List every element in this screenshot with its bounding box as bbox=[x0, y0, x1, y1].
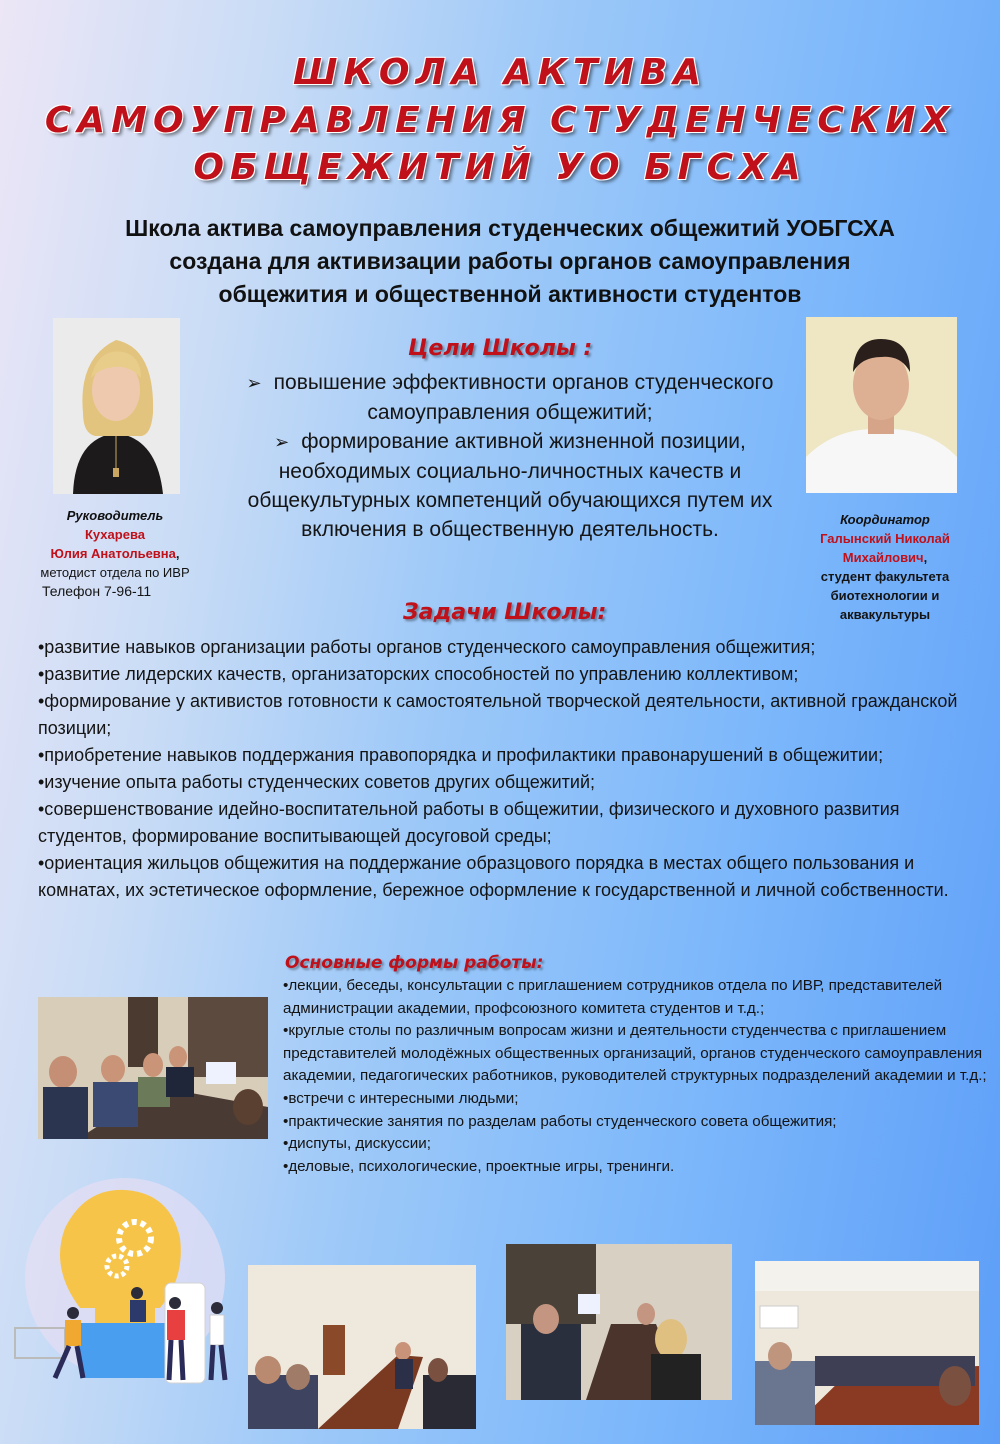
goal-item bbox=[200, 368, 820, 427]
task-item: •изучение опыта работы студенческих советов других общежитий; bbox=[38, 772, 596, 792]
leader-photo bbox=[53, 318, 180, 494]
intro-line: Школа актива самоуправления студенческих общежитий УОБГСХА bbox=[125, 215, 895, 241]
goals-heading: Цели Школы : bbox=[408, 336, 593, 361]
intro-line: общежития и общественной активности студентов bbox=[218, 281, 802, 307]
form-item: •практические занятия по разделам работы студенческого совета общежития; bbox=[283, 1112, 837, 1130]
forms-heading: Основные формы работы: bbox=[285, 953, 544, 973]
coordinator-position-line: аквакультуры bbox=[839, 607, 931, 622]
tasks-list bbox=[38, 634, 978, 904]
poster-title-line-3: ОБЩЕЖИТИЙ УО БГСХА bbox=[193, 147, 807, 188]
coordinator-caption bbox=[800, 510, 970, 624]
leader-surname: Кухарева bbox=[84, 527, 145, 542]
meeting-photo-1 bbox=[38, 997, 268, 1139]
portrait-woman-icon bbox=[53, 318, 180, 494]
goal-line: самоуправления общежитий; bbox=[367, 401, 653, 424]
intro-line: создана для активизации работы органов самоуправления bbox=[169, 248, 851, 274]
classroom-photo-icon bbox=[506, 1244, 732, 1400]
form-item: •лекции, беседы, консультации с приглашением сотрудников отдела по ИВР, представителей администрации академии, профсоюзного комитета студентов и т.д.; bbox=[283, 977, 943, 1017]
leader-role: Руководитель bbox=[66, 508, 164, 523]
goal-line: повышение эффективности органов студенческого bbox=[273, 371, 774, 394]
leader-caption bbox=[20, 506, 210, 601]
leader-name: Юлия Анатольевна bbox=[50, 546, 176, 561]
form-item: •диспуты, дискуссии; bbox=[283, 1135, 431, 1153]
forms-list bbox=[283, 975, 993, 1178]
form-item: •круглые столы по различным вопросам жизни и деятельности студенчества с приглашением представителей молодёжных общественных организаций, органов студенческого самоуправления академии, педагогических работников, руководителей структурных подразделений академии и т.д.; bbox=[283, 1022, 987, 1085]
task-item: •развитие навыков организации работы органов студенческого самоуправления общежития; bbox=[38, 637, 816, 657]
task-item: •приобретение навыков поддержания правопорядка и профилактики правонарушений в общежитии; bbox=[38, 745, 884, 765]
intro-paragraph bbox=[60, 212, 960, 311]
conference-room-photo-icon bbox=[248, 1265, 476, 1429]
portrait-man-icon bbox=[806, 317, 957, 493]
teamwork-illustration bbox=[5, 1168, 245, 1398]
form-item: •встречи с интересными людьми; bbox=[283, 1089, 519, 1107]
coordinator-position-line: биотехнологии и bbox=[830, 588, 940, 603]
arrow-bullet-icon: ➢ bbox=[246, 373, 262, 393]
coordinator-photo bbox=[806, 317, 957, 493]
goal-item bbox=[200, 427, 820, 544]
arrow-bullet-icon: ➢ bbox=[274, 432, 290, 452]
tasks-heading: Задачи Школы: bbox=[403, 600, 607, 625]
goal-line: формирование активной жизненной позиции, bbox=[301, 430, 746, 453]
task-item: •формирование у активистов готовности к самостоятельной творческой деятельности, активной гражданской позиции; bbox=[38, 691, 958, 738]
coordinator-role: Координатор bbox=[840, 512, 930, 527]
poster-title-line-2: САМОУПРАВЛЕНИЯ СТУДЕНЧЕСКИХ bbox=[44, 100, 956, 141]
meeting-photo-4 bbox=[755, 1261, 979, 1425]
leader-phone: Телефон 7-96-11 bbox=[42, 583, 152, 599]
meeting-room-photo-icon bbox=[38, 997, 268, 1139]
comma: , bbox=[175, 546, 180, 561]
meeting-photo-3 bbox=[506, 1244, 732, 1400]
coordinator-name-line1: Галынский Николай bbox=[820, 531, 950, 546]
form-item: •деловые, психологические, проектные игры, тренинги. bbox=[283, 1157, 675, 1175]
lightbulb-teamwork-icon bbox=[5, 1168, 245, 1398]
task-item: •развитие лидерских качеств, организаторских способностей по управлению коллективом; bbox=[38, 664, 799, 684]
meeting-photo-2 bbox=[248, 1265, 476, 1429]
goals-list bbox=[200, 368, 820, 544]
poster-title-line-1: ШКОЛА АКТИВА bbox=[292, 52, 708, 93]
hall-meeting-photo-icon bbox=[755, 1261, 979, 1425]
comma: , bbox=[923, 550, 928, 565]
task-item: •совершенствование идейно-воспитательной работы в общежитии, физического и духовного развития студентов, формирование воспитывающей досуговой среды; bbox=[38, 799, 900, 846]
goal-line: включения в общественную деятельность. bbox=[301, 518, 719, 541]
coordinator-position-line: студент факультета bbox=[820, 569, 950, 584]
task-item: •ориентация жильцов общежития на поддержание образцового порядка в местах общего пользования и комнатах, их эстетическое оформление, бережное оформление к государственной и личной собственности. bbox=[38, 853, 949, 900]
goal-line: необходимых социально-личностных качеств и bbox=[278, 460, 742, 483]
goal-line: общекультурных компетенций обучающихся путем их bbox=[247, 489, 773, 512]
coordinator-name-line2: Михайлович bbox=[842, 550, 924, 565]
leader-position: методист отдела по ИВР bbox=[40, 565, 190, 580]
